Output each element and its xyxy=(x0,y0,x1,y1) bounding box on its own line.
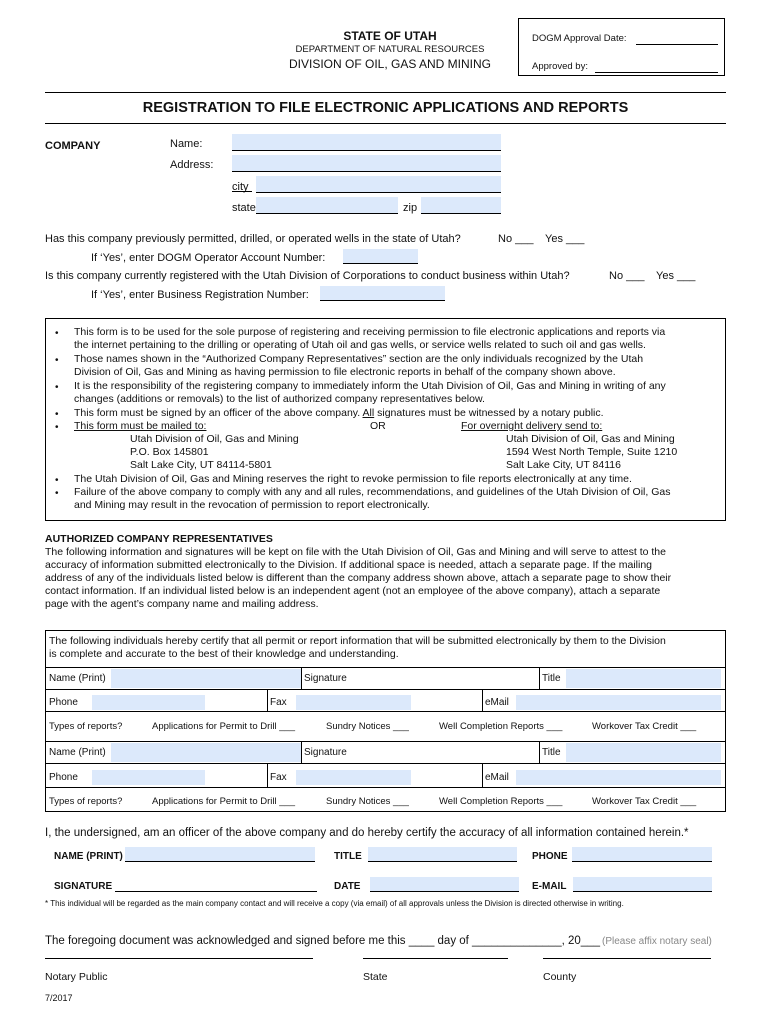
q1-yes-option[interactable]: Yes ___ xyxy=(545,233,585,245)
divider xyxy=(46,711,725,712)
divider xyxy=(482,763,483,787)
officer-signature-line[interactable] xyxy=(115,877,317,892)
notary-seal-note: (Please affix notary seal) xyxy=(602,936,712,947)
divider xyxy=(267,763,268,787)
reps-heading: AUTHORIZED COMPANY REPRESENTATIVES xyxy=(45,533,273,545)
divider xyxy=(45,92,726,93)
overnight-address-line: Utah Division of Oil, Gas and Mining xyxy=(506,433,675,445)
approved-by-line xyxy=(595,61,718,73)
rep1-wtc-option[interactable]: Workover Tax Credit ___ xyxy=(592,721,697,732)
bullet: • xyxy=(55,409,59,420)
certify-line-2: is complete and accurate to the best of their knowledge and understanding. xyxy=(49,648,399,660)
rep1-name-label: Name (Print) xyxy=(49,673,106,684)
rep1-title-label: Title xyxy=(542,673,561,684)
question-registered-corporations: Is this company currently registered with the Utah Division of Corporations to conduct business within Utah? xyxy=(45,270,570,282)
overnight-heading: For overnight delivery send to: xyxy=(461,420,603,432)
header-state: STATE OF UTAH xyxy=(343,29,437,43)
officer-email-input[interactable] xyxy=(573,877,712,892)
officer-title-label: TITLE xyxy=(334,851,362,862)
approval-box xyxy=(518,18,725,76)
notary-state-label: State xyxy=(363,971,388,983)
rep2-title-input[interactable] xyxy=(566,743,721,762)
notary-state-line[interactable] xyxy=(363,958,508,959)
instruction-6: The Utah Division of Oil, Gas and Mining reserves the right to revoke permission to file reports electronically at any time. xyxy=(74,473,632,485)
revision-date: 7/2017 xyxy=(45,993,73,1003)
divider xyxy=(482,689,483,711)
rep1-sundry-option[interactable]: Sundry Notices ___ xyxy=(326,721,409,732)
rep2-wcr-option[interactable]: Well Completion Reports ___ xyxy=(439,796,563,807)
rep2-signature-label: Signature xyxy=(304,747,347,758)
company-state-input[interactable] xyxy=(256,197,398,214)
rep2-phone-label: Phone xyxy=(49,772,78,783)
rep1-fax-label: Fax xyxy=(270,697,287,708)
overnight-address-line: 1594 West North Temple, Suite 1210 xyxy=(506,446,678,458)
rep2-apd-option[interactable]: Applications for Permit to Drill ___ xyxy=(152,796,296,807)
company-state-label: state xyxy=(232,202,256,214)
rep1-email-label: eMail xyxy=(485,697,509,708)
mail-address-line: Salt Lake City, UT 84114-5801 xyxy=(130,459,272,471)
certify-line-1: The following individuals hereby certify that all permit or report information that will be submitted electronically by them to the Division xyxy=(49,635,666,647)
page-title: REGISTRATION TO FILE ELECTRONIC APPLICATIONS AND REPORTS xyxy=(142,100,629,116)
rep2-email-label: eMail xyxy=(485,772,509,783)
instruction-1-line-2: the internet pertaining to the drilling or operating of Utah oil and gas wells, or service wells related to such oil and gas wells. xyxy=(74,339,646,351)
rep2-types-label: Types of reports? xyxy=(49,796,123,807)
approval-date-line xyxy=(636,33,718,45)
instruction-7-line-1: Failure of the above company to comply with any and all rules, recommendations, and guidelines of the Utah Division of Oil, Gas xyxy=(74,486,671,498)
company-zip-input[interactable] xyxy=(421,197,501,214)
mail-address-line: P.O. Box 145801 xyxy=(130,446,209,458)
instruction-4-post: signatures must be witnessed by a notary public. xyxy=(374,407,604,419)
reps-intro-line: contact information. If an individual listed below is an independent agent (not an employee of the above company), attach a separate xyxy=(45,585,661,597)
officer-footnote: * This individual will be regarded as the main company contact and will receive a copy (via email) of all approvals unless the Division is directed otherwise in writing. xyxy=(45,899,624,908)
rep2-name-label: Name (Print) xyxy=(49,747,106,758)
instruction-1-line-1: This form is to be used for the sole purpose of registering and receiving permission to file electronic applications and reports via xyxy=(74,326,666,338)
rep2-sundry-option[interactable]: Sundry Notices ___ xyxy=(326,796,409,807)
divider xyxy=(267,689,268,711)
rep1-signature-label: Signature xyxy=(304,673,347,684)
reps-intro-line: accuracy of information submitted electronically to the Division. If additional space is needed, attach a separate page. If the mailing xyxy=(45,559,653,571)
company-zip-label: zip xyxy=(403,202,418,214)
rep2-title-label: Title xyxy=(542,747,561,758)
bullet: • xyxy=(55,355,59,366)
divider xyxy=(46,741,725,742)
instruction-2-line-1: Those names shown in the “Authorized Company Representatives” section are the only individuals recognized by the Utah xyxy=(74,353,644,365)
rep1-email-input[interactable] xyxy=(516,695,721,710)
officer-date-label: DATE xyxy=(334,881,361,892)
company-city-label: city xyxy=(232,181,249,193)
bullet: • xyxy=(55,475,59,486)
notary-public-line[interactable] xyxy=(45,958,313,959)
header-division: DIVISION OF OIL, GAS AND MINING xyxy=(288,57,492,71)
company-address-input[interactable] xyxy=(232,155,501,172)
q2-no-option[interactable]: No ___ xyxy=(609,270,645,282)
notary-public-label: Notary Public xyxy=(45,971,108,983)
approved-by-label: Approved by: xyxy=(532,61,588,72)
mail-to-heading: This form must be mailed to: xyxy=(74,420,207,432)
divider xyxy=(301,667,302,689)
rep1-phone-input[interactable] xyxy=(92,695,205,710)
q1-no-option[interactable]: No ___ xyxy=(498,233,534,245)
officer-phone-input[interactable] xyxy=(572,847,712,862)
overnight-address-line: Salt Lake City, UT 84116 xyxy=(506,459,621,471)
rep2-wtc-option[interactable]: Workover Tax Credit ___ xyxy=(592,796,697,807)
officer-name-label: NAME (PRINT) xyxy=(54,851,123,862)
rep1-wcr-option[interactable]: Well Completion Reports ___ xyxy=(439,721,563,732)
or-label: OR xyxy=(370,420,386,432)
rep1-types-label: Types of reports? xyxy=(49,721,123,732)
notary-county-line[interactable] xyxy=(543,958,711,959)
rep2-fax-input[interactable] xyxy=(296,770,411,785)
rep1-fax-input[interactable] xyxy=(296,695,411,710)
bullet: • xyxy=(55,488,59,499)
bullet: • xyxy=(55,422,59,433)
divider xyxy=(46,667,725,668)
divider xyxy=(301,741,302,763)
instruction-4-pre: This form must be signed by an officer of the above company. xyxy=(74,407,363,419)
divider xyxy=(46,787,725,788)
operator-account-label: If ‘Yes’, enter DOGM Operator Account Number: xyxy=(91,252,326,264)
business-registration-label: If ‘Yes’, enter Business Registration Number: xyxy=(91,289,309,301)
officer-title-input[interactable] xyxy=(368,847,517,862)
instructions-box xyxy=(45,318,726,521)
divider xyxy=(45,123,726,124)
company-city-input[interactable] xyxy=(256,176,501,193)
business-registration-input[interactable] xyxy=(320,286,445,301)
divider xyxy=(46,689,725,690)
divider xyxy=(232,191,252,192)
rep2-email-input[interactable] xyxy=(516,770,721,785)
officer-statement: I, the undersigned, am an officer of the above company and do hereby certify the accuracy of all information contained herein.* xyxy=(45,827,689,839)
divider xyxy=(539,667,540,689)
notary-statement: The foregoing document was acknowledged and signed before me this ____ day of ______________, 20___ xyxy=(45,935,600,947)
rep1-phone-label: Phone xyxy=(49,697,78,708)
rep2-name-input[interactable] xyxy=(111,743,301,762)
operator-account-input[interactable] xyxy=(343,249,418,264)
divider xyxy=(46,763,725,764)
question-previously-permitted: Has this company previously permitted, drilled, or operated wells in the state of Utah? xyxy=(45,233,461,245)
rep2-fax-label: Fax xyxy=(270,772,287,783)
q2-yes-option[interactable]: Yes ___ xyxy=(656,270,696,282)
reps-intro-line: page with the agent’s company name and mailing address. xyxy=(45,598,319,610)
officer-signature-label: SIGNATURE xyxy=(54,881,113,892)
rep1-title-input[interactable] xyxy=(566,669,721,688)
officer-date-input[interactable] xyxy=(370,877,519,892)
representatives-table xyxy=(45,630,726,812)
header-department: DEPARTMENT OF NATURAL RESOURCES xyxy=(295,44,485,55)
rep1-apd-option[interactable]: Applications for Permit to Drill ___ xyxy=(152,721,296,732)
rep1-name-input[interactable] xyxy=(111,669,301,688)
officer-phone-label: PHONE xyxy=(532,851,568,862)
officer-email-label: E-MAIL xyxy=(532,881,567,892)
company-address-label: Address: xyxy=(170,159,214,171)
bullet: • xyxy=(55,382,59,393)
company-name-input[interactable] xyxy=(232,134,501,151)
officer-name-input[interactable] xyxy=(125,847,315,862)
divider xyxy=(539,741,540,763)
approval-date-label: DOGM Approval Date: xyxy=(532,33,627,44)
company-name-label: Name: xyxy=(170,138,203,150)
company-section-label: COMPANY xyxy=(45,140,101,152)
instruction-4 xyxy=(74,407,604,420)
instruction-3-line-2: changes (additions or removals) to the list of authorized company representatives below. xyxy=(74,393,485,405)
instruction-7-line-2: and Mining may result in the revocation of permission to report electronically. xyxy=(74,499,430,511)
mail-address-line: Utah Division of Oil, Gas and Mining xyxy=(130,433,299,445)
instruction-3-line-1: It is the responsibility of the registering company to immediately inform the Utah Division of Oil, Gas and Mining in writing of any xyxy=(74,380,666,392)
reps-intro-line: address of any of the individuals listed below is different than the company address shown above, attach a separate page to show their xyxy=(45,572,672,584)
bullet: • xyxy=(55,328,59,339)
notary-county-label: County xyxy=(543,971,577,983)
instruction-2-line-2: Division of Oil, Gas and Mining as having permission to file electronic reports in behalf of the company shown above. xyxy=(74,366,616,378)
reps-intro-line: The following information and signatures will be kept on file with the Utah Division of Oil, Gas and Mining and will serve to attest to the xyxy=(45,546,666,558)
rep2-phone-input[interactable] xyxy=(92,770,205,785)
instruction-4-all: All xyxy=(362,407,375,419)
